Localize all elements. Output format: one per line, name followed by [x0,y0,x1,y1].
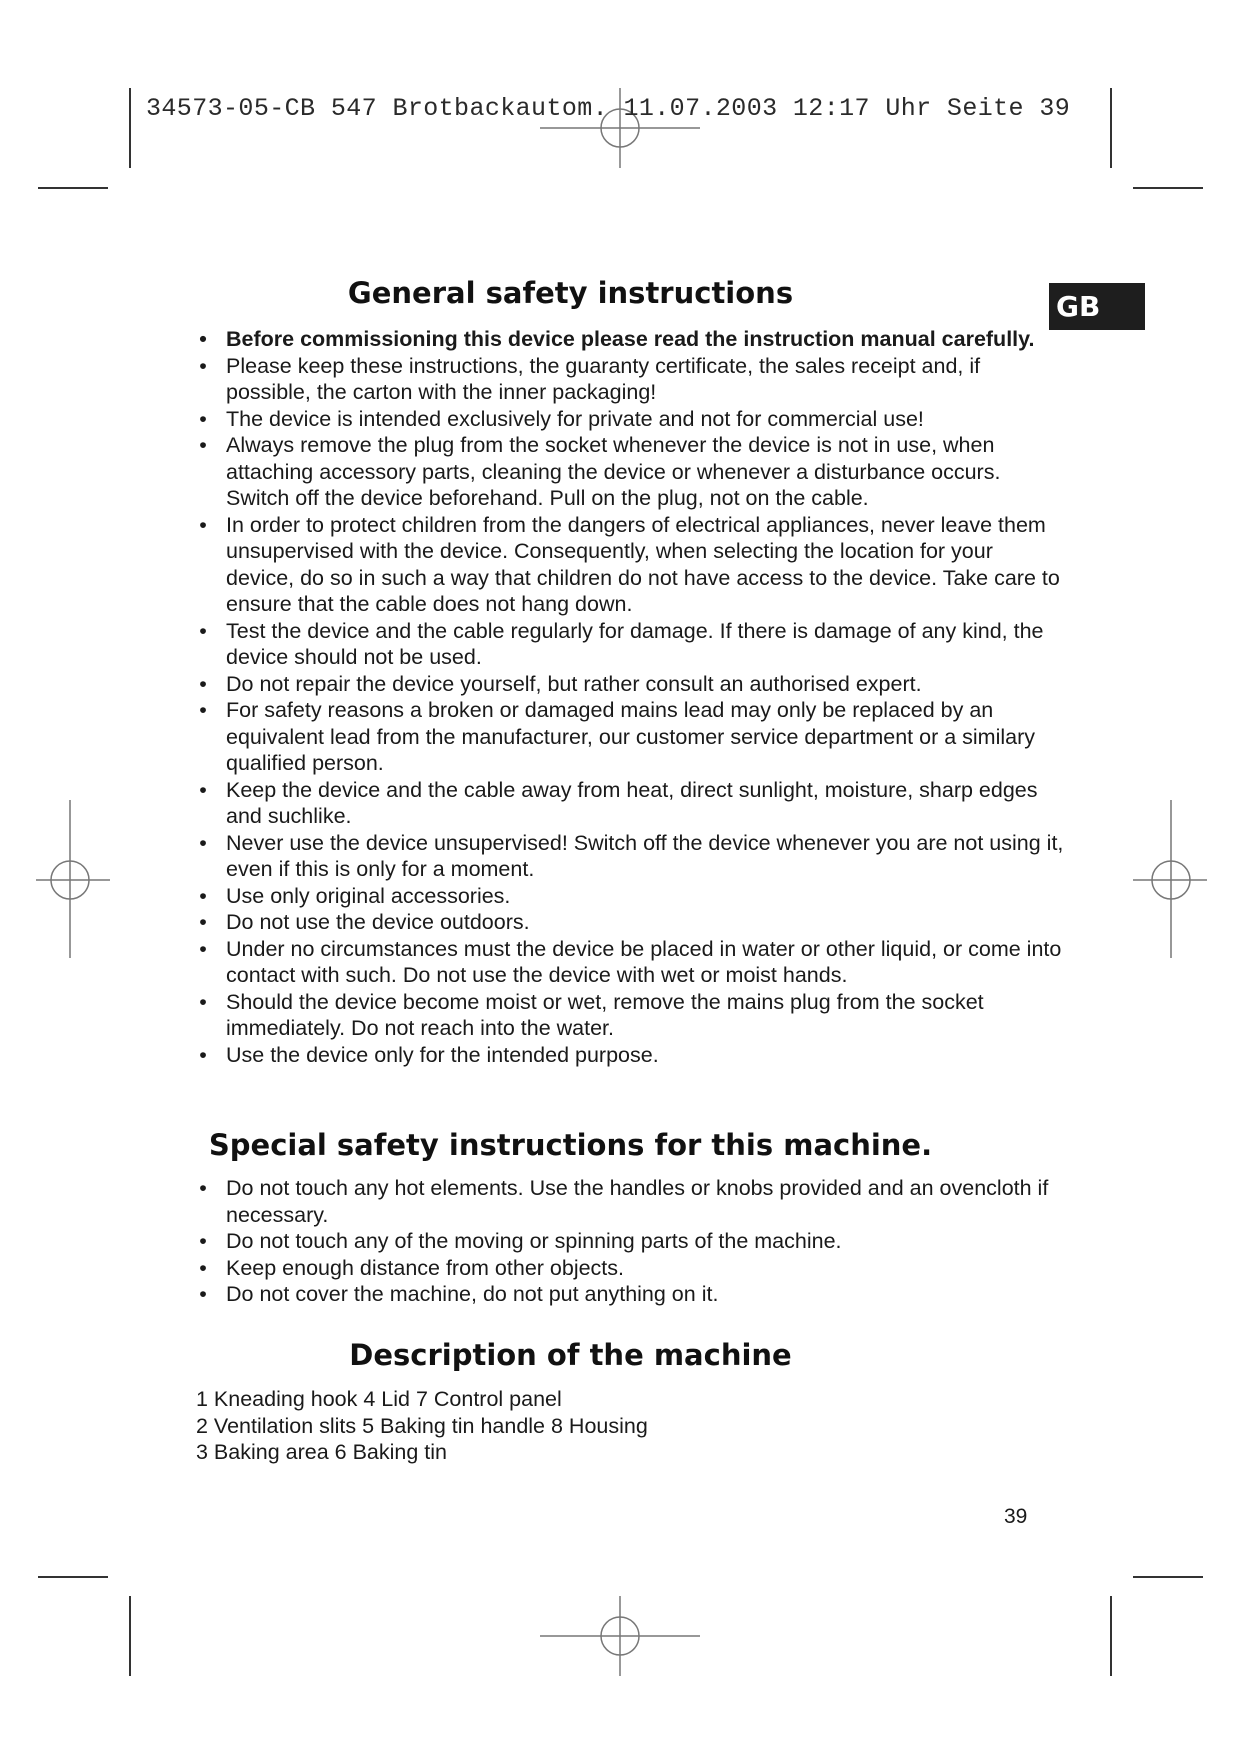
list-item: • Before commissioning this device please read the instruction manual carefully. [196,326,1066,353]
list-item: • Under no circumstances must the device be placed in water or other liquid, or come into contact with such. Do not use the device with wet or moist hands. [196,936,1066,989]
parts-line: 3 Baking area 6 Baking tin [196,1440,447,1464]
special-safety-list [196,1175,1066,1308]
list-item: • Always remove the plug from the socket whenever the device is not in use, when attaching accessory parts, cleaning the device or whenever a disturbance occurs. Switch off the device beforehand. Pull on the plug, not on the cable. [196,432,1066,512]
list-item: • Do not cover the machine, do not put anything on it. [196,1281,1066,1308]
list-item: • For safety reasons a broken or damaged mains lead may only be replaced by an equivalent lead from the manufacturer, our customer service department or a similary qualified person. [196,697,1066,777]
language-tab: GB [1049,283,1145,330]
machine-parts-list [196,1386,648,1466]
list-item: • Do not repair the device yourself, but rather consult an authorised expert. [196,671,1066,698]
list-item: • Should the device become moist or wet, remove the mains plug from the socket immediately. Do not reach into the water. [196,989,1066,1042]
heading-general-safety: General safety instructions [347,276,794,310]
heading-special-safety: Special safety instructions for this machine. [208,1128,933,1162]
parts-line: 1 Kneading hook 4 Lid 7 Control panel [196,1387,562,1411]
list-item: • Use only original accessories. [196,883,1066,910]
page-number: 39 [1004,1505,1028,1528]
list-item: • Please keep these instructions, the guaranty certificate, the sales receipt and, if possible, the carton with the inner packaging! [196,353,1066,406]
list-item: • Do not touch any of the moving or spinning parts of the machine. [196,1228,1066,1255]
list-item: • Do not use the device outdoors. [196,909,1066,936]
heading-machine-description: Description of the machine [349,1338,792,1372]
list-item: • Use the device only for the intended purpose. [196,1042,1066,1069]
list-item: • Keep enough distance from other objects. [196,1255,1066,1282]
list-item: • The device is intended exclusively for private and not for commercial use! [196,406,1066,433]
list-item: • Do not touch any hot elements. Use the handles or knobs provided and an ovencloth if necessary. [196,1175,1066,1228]
general-safety-list [196,326,1066,1068]
print-slug: 34573-05-CB 547 Brotbackautom. 11.07.2003 12:17 Uhr Seite 39 [146,94,1071,123]
list-item: • Test the device and the cable regularly for damage. If there is damage of any kind, the device should not be used. [196,618,1066,671]
parts-line: 2 Ventilation slits 5 Baking tin handle 8 Housing [196,1413,648,1438]
list-item: • Keep the device and the cable away from heat, direct sunlight, moisture, sharp edges and suchlike. [196,777,1066,830]
list-item: • In order to protect children from the dangers of electrical appliances, never leave them unsupervised with the device. Consequently, when selecting the location for your device, do so in such a way that children do not have access to the device. Take care to ensure that the cable does not hang down. [196,512,1066,618]
list-item: • Never use the device unsupervised! Switch off the device whenever you are not using it, even if this is only for a moment. [196,830,1066,883]
